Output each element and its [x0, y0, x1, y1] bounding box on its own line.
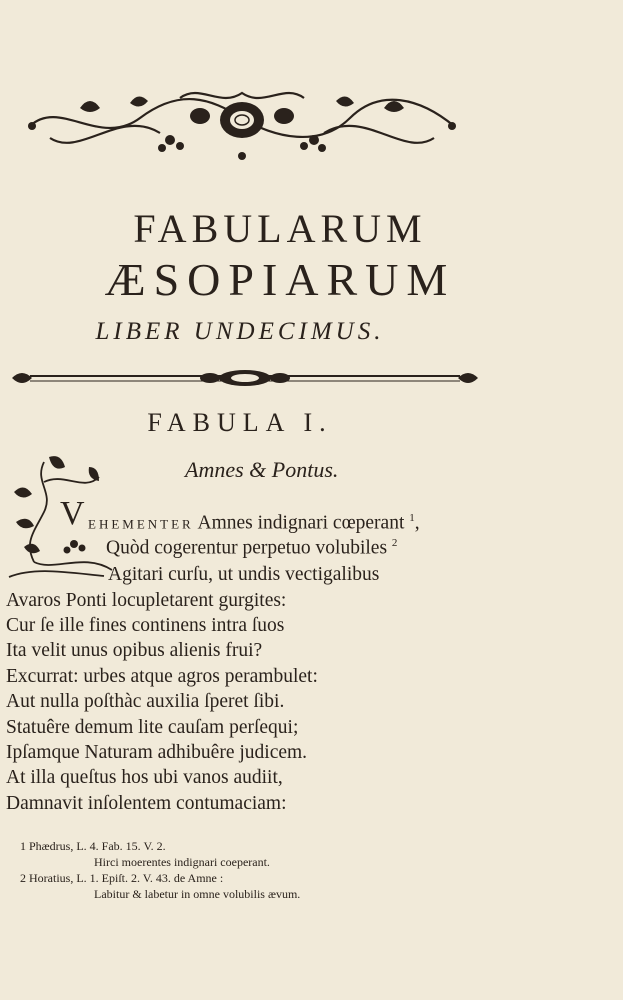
floral-headpiece-ornament	[20, 78, 464, 164]
title-fabularum: FABULARUM	[133, 206, 427, 251]
footnote-ref-1: 1	[409, 512, 415, 524]
text-line-7: Excurrat: urbes atque agros perambulet:	[6, 666, 318, 687]
footnote-1: 1 Phædrus, L. 4. Fab. 15. V. 2.	[20, 839, 166, 853]
footnote-ref-2: 2	[391, 537, 398, 549]
footnote-2-quote: Labitur & labetur in omne volubilis ævum.	[94, 887, 301, 901]
title-aesopiarum: ÆSOPIARUM	[104, 254, 456, 305]
text-line-11: At illa queſtus hos ubi vanos audiit,	[6, 767, 283, 788]
drop-cap-letter: V	[60, 495, 85, 532]
text-line-1	[88, 513, 420, 533]
text-line-6: Ita velit unus opibus alienis frui?	[6, 640, 263, 661]
footnote-1-quote: Hirci moerentes indignari coeperant.	[94, 855, 270, 869]
footnotes	[20, 838, 300, 902]
decorative-rule	[10, 365, 480, 393]
text-line-9: Statuêre demum lite cauſam perſequi;	[6, 717, 299, 738]
text-line-12: Damnavit inſolentem contumaciam:	[6, 793, 287, 814]
text-line-4: Avaros Ponti locupletarent gurgites:	[6, 590, 287, 611]
first-word-smallcaps: EHEMENTER	[88, 516, 194, 532]
text-line-2-content: Quòd cogerentur perpetuo volubiles	[106, 537, 388, 559]
first-line-rest: Amnes indignari cœperant	[193, 512, 405, 534]
text-line-2	[106, 538, 397, 558]
fabula-heading: FABULA I.	[147, 408, 333, 437]
text-line-8: Aut nulla poſthàc auxilia ſperet ſibi.	[6, 691, 285, 712]
text-line-10: Ipſamque Naturam adhibuêre judicem.	[6, 742, 308, 763]
footnote-2: 2 Horatius, L. 1. Epiſt. 2. V. 43. de Amne :	[20, 871, 224, 885]
first-line-comma: ,	[414, 512, 420, 534]
text-line-3: Agitari curſu, ut undis vectigalibus	[108, 564, 380, 585]
fabula-subtitle: Amnes & Pontus.	[185, 457, 339, 482]
title-liber-undecimus: LIBER UNDECIMUS.	[95, 318, 385, 345]
text-line-5: Cur ſe ille fines continens intra ſuos	[6, 615, 285, 636]
